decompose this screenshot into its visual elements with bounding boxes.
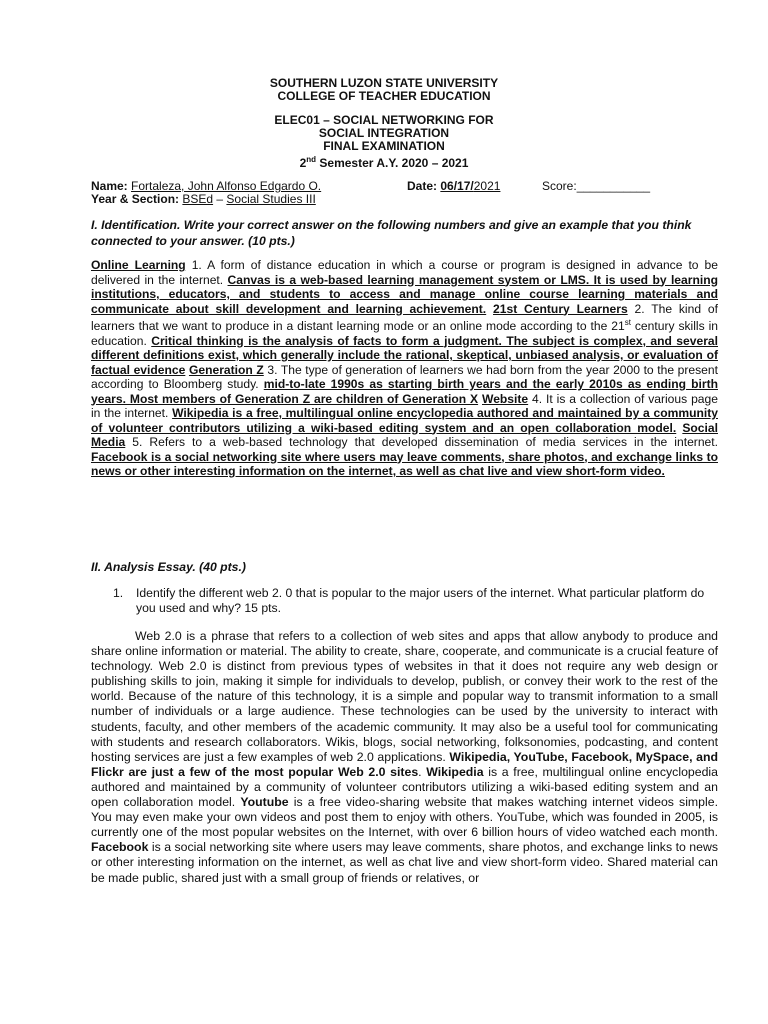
college-name: COLLEGE OF TEACHER EDUCATION	[277, 89, 491, 103]
student-name: Fortaleza, John Alfonso Edgardo O.	[131, 179, 322, 193]
score-blank: ___________	[576, 179, 651, 193]
year-section-label: Year & Section:	[91, 192, 180, 206]
youtube-term: Youtube	[240, 795, 289, 810]
answer-term-1: Online Learning	[91, 258, 186, 272]
popular-sites-sentence: Wikipedia, YouTube, Facebook, MySpace, and Flickr are just a few of the most popular Web 2.0 sites	[91, 749, 718, 779]
answer-term-3: Generation Z	[188, 362, 264, 377]
facebook-term: Facebook	[91, 840, 149, 855]
year-section-value: BSEd	[182, 192, 214, 206]
score-label: Score:	[542, 179, 577, 193]
year-section-line: Year & Section: BSEd – Social Studies III	[91, 192, 316, 206]
essay-answer: Web 2.0 is a phrase that refers to a collection of web sites and apps that allow anybody to produce and share online information or material. The ability to create, share, cooperate, and communicate is a crucial feature of technology. Web 2.0 is distinct from previous types of websites in that it does not require any web design or publishing skills to join, making it simple for individuals to develop, publish, or convey their work to the rest of the world. Because of the nature of this technology, it is a simple and popular way to transmit information to a small number of individuals or a large audience. These technologies can be used by the university to interact with students, faculty, and other members of the academic community. It may also be a useful tool for communicating with students and research collaborators. Wikis, blogs, social networking, folksonomies, podcasting, and content hosting services are just a few examples of web 2.0 applications. Wikipedia, YouTube, Facebook, MySpace, and Flickr are just a few of the most popular Web 2.0 sites. Wikipedia is a free, multilingual online encyclopedia authored and maintained by a community of volunteer contributors utilizing a wiki-based editing system and an open collaboration model. Youtube is a free video-sharing website that makes watching internet videos simple. You may even make your own videos and post them to enjoy with others. YouTube, which was founded in 2005, is currently one of the most popular websites on the Internet, with over 6 billion hours of video watched each month. Facebook is a social networking site where users may leave comments, share photos, and exchange links to news or other interesting information on the internet, as well as chat live and view short-form video. Shared material can be made public, shared just with a small group of friends or relatives, or	[91, 629, 719, 885]
university-header	[0, 77, 768, 103]
section-1-heading: I. Identification. Write your correct answer on the following numbers and give an example that you think connected to your answer. (10 pts.)	[91, 218, 692, 248]
answer-term-2: 21st Century Learners	[493, 301, 628, 316]
semester-line: 2nd Semester A.Y. 2020 – 2021	[299, 155, 469, 170]
score-line	[542, 180, 650, 193]
date-month-day: 06/17/	[440, 179, 474, 193]
identification-block: Online Learning 1. A form of distance education in which a course or program is designed in advance to be delivered in the internet. Canvas is a web-based learning management system or LMS. It is used by learning institutions, educators, and students to access and manage online course learning materials and communicate about skill development and learning achievement. 21st Century Learners 2. The kind of learners that we want to produce in a distant learning mode or an online mode according to the 21st century skills in education. Critical thinking is the analysis of facts to form a judgment. The subject is complex, and several different definitions exist, which generally include the rational, skeptical, unbiased analysis, or evaluation of factual evidence Generation Z 3. The type of generation of learners we had born from the year 2000 to the present according to Bloomberg study. mid-to-late 1990s as starting birth years and the early 2010s as ending birth years. Most members of Generation Z are children of Generation X Website 4. It is a collection of various page in the internet. Wikipedia is a free, multilingual online encyclopedia authored and maintained by a community of volunteer contributors utilizing a wiki-based editing system and an open collaboration model. Social Media 5. Refers to a web-based technology that developed dissemination of media services in the internet. Facebook is a social networking site where users may leave comments, share photos, and exchange links to news or other interesting information on the internet, as well as chat live and view short-form video.	[91, 258, 718, 479]
answer-example-4: Wikipedia is a free, multilingual online encyclopedia authored and maintained by a community of volunteer contributors utilizing a wiki-based editing system and an open collaboration model.	[91, 406, 718, 435]
date-line	[407, 180, 500, 193]
course-header	[0, 114, 768, 170]
section-2-heading: II. Analysis Essay. (40 pts.)	[91, 560, 246, 574]
year-section-value-2: Social Studies III	[226, 192, 316, 206]
name-label: Name:	[91, 179, 128, 193]
answer-term-4: Website	[482, 391, 529, 406]
university-name: SOUTHERN LUZON STATE UNIVERSITY	[269, 76, 499, 90]
answer-example-3: mid-to-late 1990s as starting birth years and the early 2010s as ending birth years. Most members of Generation Z are children of Generation X	[91, 377, 718, 406]
course-title-cont: SOCIAL INTEGRATION	[318, 126, 450, 140]
wikipedia-term: Wikipedia	[426, 764, 484, 779]
answer-example-5: Facebook is a social networking site where users may leave comments, share photos, and exchange links to news or other interesting information on the internet, as well as chat live and view short-form video.	[91, 449, 718, 479]
exam-title: FINAL EXAMINATION	[323, 139, 445, 153]
answer-example-1: Canvas is a web-based learning management system or LMS. It is used by learning institutions, educators, and students to access and manage online course learning materials and communicate about skill development and learning achievement.	[91, 272, 718, 316]
question-text: Identify the different web 2. 0 that is popular to the major users of the internet. What particular platform do you used and why? 15 pts.	[136, 586, 705, 615]
course-title: ELEC01 – SOCIAL NETWORKING FOR	[274, 113, 494, 127]
answer-term-5: Social Media	[91, 420, 718, 450]
date-label: Date:	[407, 179, 438, 193]
date-year: 2021	[473, 179, 501, 193]
question-number: 1.	[113, 586, 124, 600]
answer-example-2: Critical thinking is the analysis of facts to form a judgment. The subject is complex, and several different definitions exist, which generally include the rational, skeptical, unbiased analysis, or evaluation of factual evidence	[91, 333, 718, 377]
